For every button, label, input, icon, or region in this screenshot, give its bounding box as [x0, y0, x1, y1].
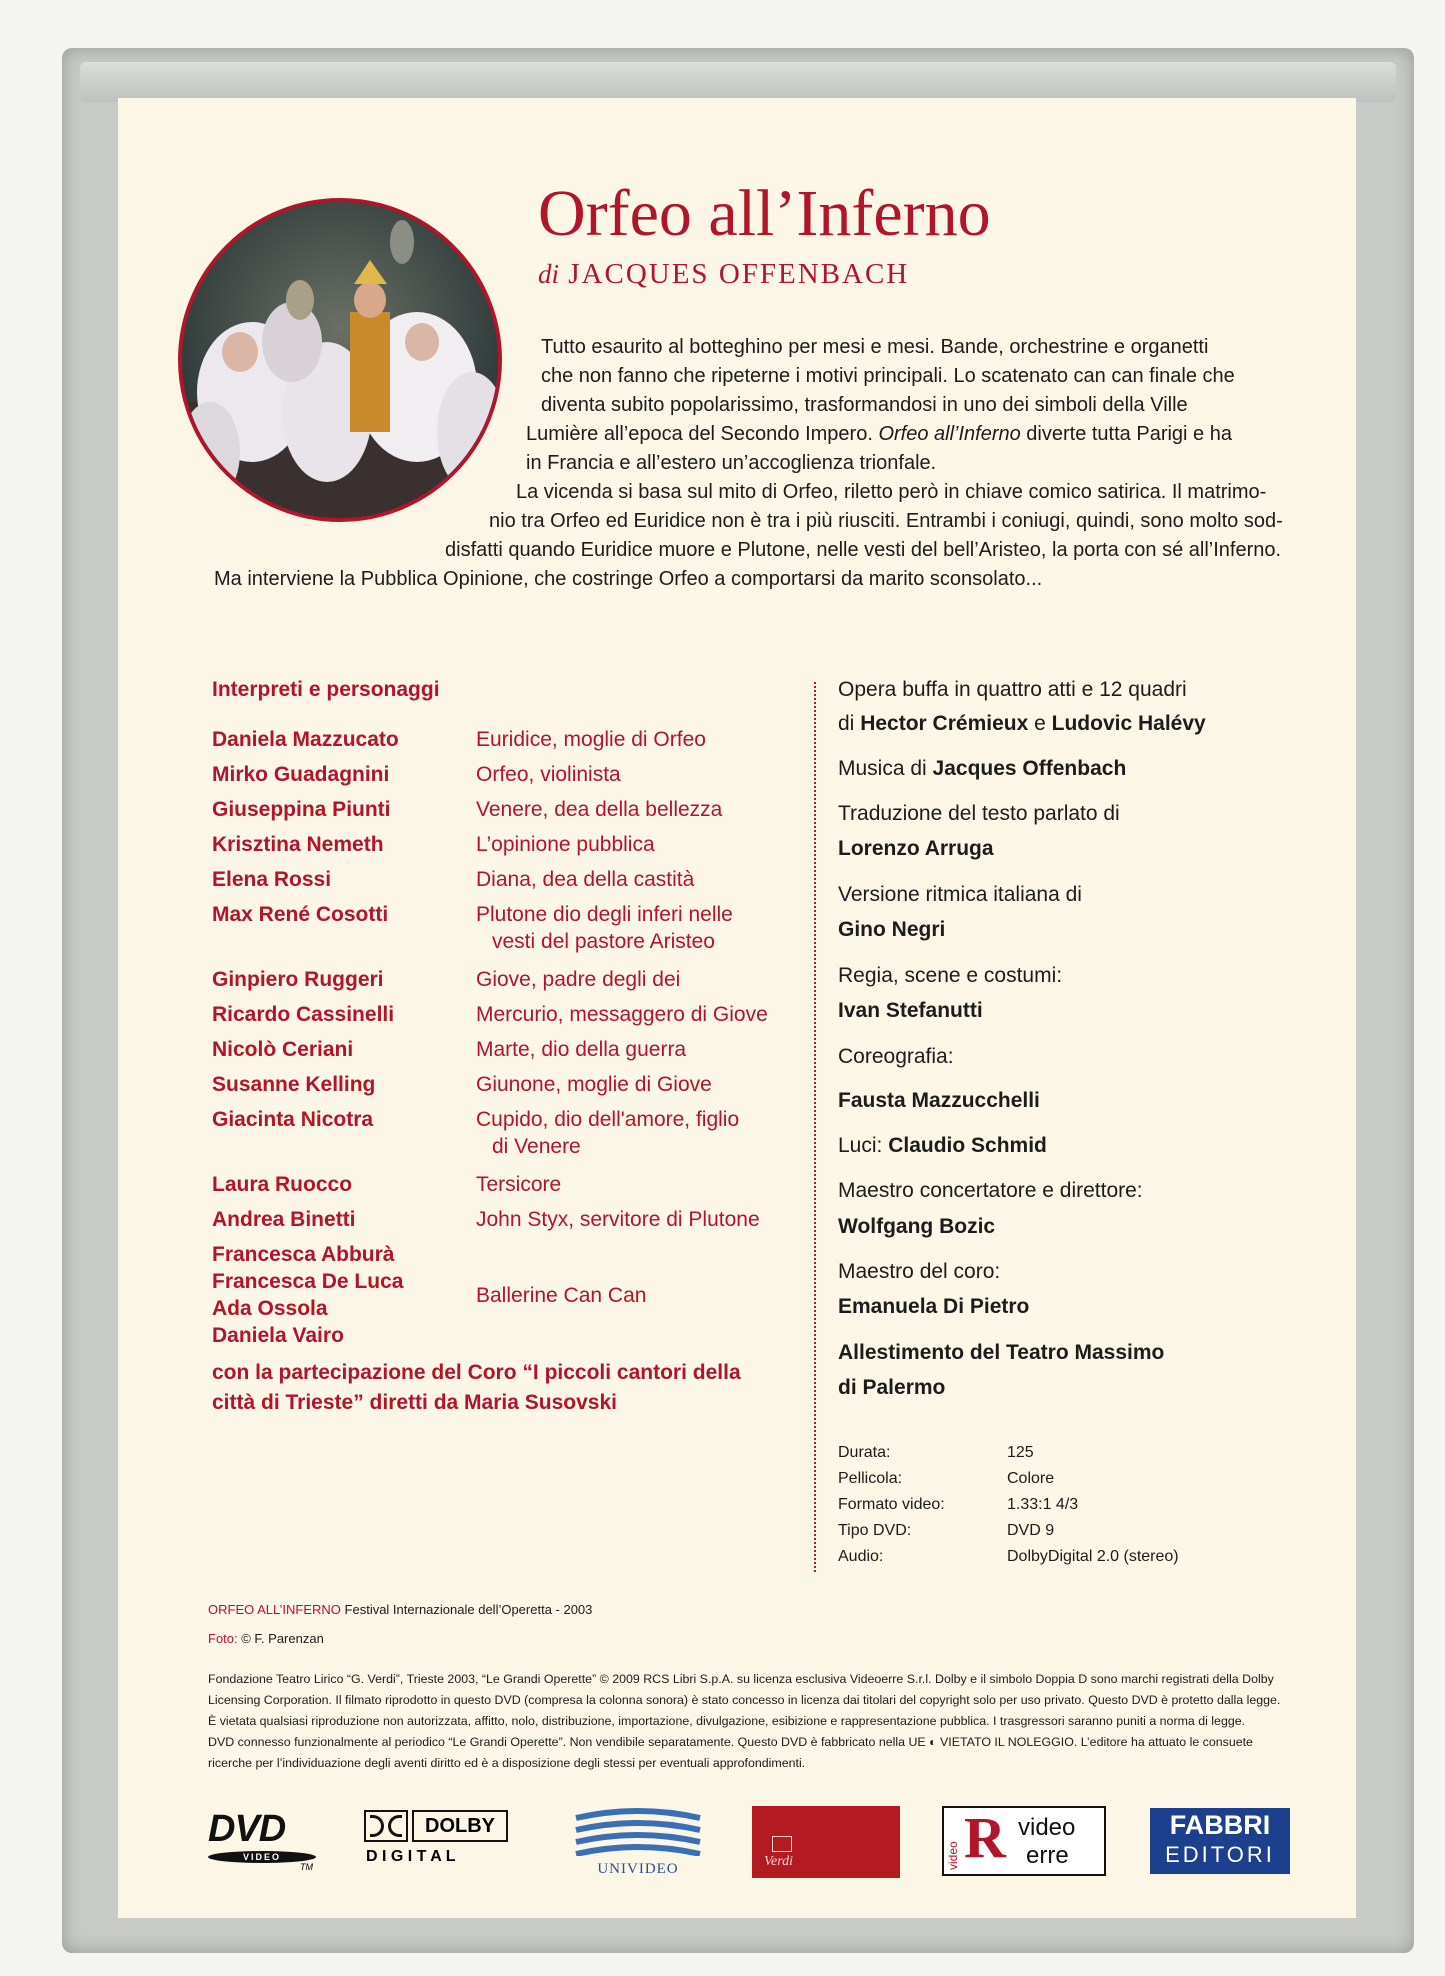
conductor-name [838, 1210, 995, 1244]
direction-name-text: Ivan Stefanutti [838, 999, 983, 1022]
direction-label: Regia, scene e costumi: [838, 964, 1063, 987]
univideo-waves-icon [572, 1806, 704, 1856]
synopsis-line-8: disfatti quando Euridice muore e Plutone, nelle vesti del bell’Aristeo, la porta con sé all’Inferno. [445, 539, 1282, 561]
dvd-logo-text: DVD [208, 1808, 286, 1850]
opera-title: Orfeo all’Inferno [538, 177, 991, 250]
cast-actor: Susanne Kelling [212, 1073, 376, 1096]
cast-role-continued: di Venere [492, 1135, 581, 1158]
cast-actor: Ricardo Cassinelli [212, 1003, 395, 1026]
cast-role: Orfeo, violinista [476, 763, 621, 786]
librettists [838, 707, 1206, 741]
column-divider [814, 682, 816, 1572]
synopsis-line-7: nio tra Orfeo ed Euridice non è tra i più riusciti. Entrambi i coniugi, quindi, sono molto sod- [489, 510, 1283, 532]
direction-name [838, 994, 983, 1028]
dolby-digital-text: D I G I T A L [366, 1848, 456, 1865]
music-name: Jacques Offenbach [932, 757, 1127, 780]
cast-role-continued: vesti del pastore Aristeo [492, 930, 715, 953]
cast-role: Giunone, moglie di Giove [476, 1073, 712, 1096]
dolby-digital-logo [364, 1810, 524, 1870]
synopsis-line-4 [526, 421, 1232, 447]
music-label: Musica di [838, 757, 927, 780]
dolby-text: DOLBY [412, 1810, 508, 1842]
spec-value: 1.33:1 4/3 [1007, 1496, 1079, 1513]
cast-actor: Giuseppina Piunti [212, 798, 391, 821]
stage-photo [178, 198, 502, 522]
spec-label: Durata: [838, 1444, 891, 1461]
dvd-logo-sub: VIDEO [208, 1851, 316, 1863]
cast-actor: Krisztina Nemeth [212, 833, 384, 856]
videoerre-top-text: video [1018, 1814, 1076, 1841]
synopsis-line-2: che non fanno che ripeterne i motivi principali. Lo scatenato can can finale che [541, 365, 1235, 387]
festival-title: ORFEO ALL’INFERNO [208, 1602, 341, 1617]
legal-line: ricerche per l’individuazione degli aventi diritto ed è a disposizione degli stessi per eventuali approfondimenti. [208, 1756, 806, 1770]
cast-role: Venere, dea della bellezza [476, 798, 723, 821]
cast-role: Mercurio, messaggero di Giove [476, 1003, 768, 1026]
cast-actor: Giacinta Nicotra [212, 1108, 374, 1131]
legal-line: È vietata qualsiasi riproduzione non autorizzata, affitto, nolo, distribuzione, importazione, divulgazione, esibizione e rappresentazione pubblica. I trasgressori saranno puniti a norma di legge. [208, 1714, 1246, 1728]
editori-text: EDITORI [1165, 1842, 1275, 1867]
choreo-name [838, 1084, 1040, 1118]
dvd-video-logo [208, 1808, 328, 1876]
cast-actor: Elena Rossi [212, 868, 332, 891]
cast-actor: Laura Ruocco [212, 1173, 353, 1196]
dolby-double-d-icon [364, 1810, 408, 1842]
choreo-label: Coreografia: [838, 1045, 954, 1068]
synopsis-line-6: La vicenda si basa sul mito di Orfeo, riletto però in chiave comico satirica. Il matrimo- [516, 481, 1267, 503]
legal-line: Licensing Corporation. Il filmato riprodotto in questo DVD (compresa la colonna sonora) è stato concesso in licenza dai titolari del copyright solo per uso privato. Questo DVD è protetto dalla legge. [208, 1693, 1281, 1707]
staging-line-2 [838, 1371, 945, 1405]
dancer-name: Francesca Abburà [212, 1243, 395, 1266]
dancer-name: Ada Ossola [212, 1297, 328, 1320]
spec-value: DolbyDigital 2.0 (stereo) [1007, 1548, 1179, 1565]
cast-role: Marte, dio della guerra [476, 1038, 687, 1061]
choir-name [838, 1290, 1029, 1324]
translation-name [838, 832, 994, 866]
staging-line-2-text: di Palermo [838, 1376, 946, 1399]
dancers-role: Ballerine Can Can [476, 1284, 647, 1307]
lights-credit [838, 1129, 1047, 1163]
synopsis-line-5: in Francia e all’estero un’accoglienza trionfale. [526, 452, 937, 474]
cast-actor: Max René Cosotti [212, 903, 389, 926]
staging-line-1 [838, 1336, 1164, 1370]
photo-credit [208, 1631, 324, 1646]
photo-label: Foto: [208, 1631, 238, 1646]
fabbri-editori-logo [1150, 1808, 1290, 1874]
librettist-2: Ludovic Halévy [1051, 712, 1206, 735]
teatro-verdi-logo [752, 1806, 900, 1878]
cast-role: Giove, padre degli dei [476, 968, 681, 991]
cast-actor: Ginpiero Ruggeri [212, 968, 384, 991]
subtitle-prefix: di [538, 259, 560, 289]
festival-credit [208, 1602, 592, 1617]
legal-line: Fondazione Teatro Lirico “G. Verdi”, Trieste 2003, “Le Grandi Operette” © 2009 RCS Libri S.p.A. su licenza esclusiva Videoerre S.r.l. Dolby e il simbolo Doppia D sono marchi registrati della Dolby [208, 1672, 1274, 1686]
spec-value: 125 [1007, 1444, 1034, 1461]
synopsis-line-9: Ma interviene la Pubblica Opinione, che costringe Orfeo a comportarsi da marito sconsolato... [214, 568, 1043, 590]
cast-role: John Styx, servitore di Plutone [476, 1208, 760, 1231]
rhythmic-label: Versione ritmica italiana di [838, 883, 1082, 906]
cast-actor: Mirko Guadagnini [212, 763, 390, 786]
fabbri-text: FABBRI [1169, 1810, 1271, 1840]
lights-label: Luci: [838, 1134, 883, 1157]
cast-actor: Andrea Binetti [212, 1208, 356, 1231]
spec-label: Audio: [838, 1548, 884, 1565]
cast-role: Diana, dea della castità [476, 868, 695, 891]
videoerre-bottom-text: erre [1026, 1842, 1069, 1869]
chorus-credit [212, 1358, 741, 1418]
spec-value: Colore [1007, 1470, 1055, 1487]
univideo-logo [572, 1806, 704, 1880]
dancer-name: Francesca De Luca [212, 1270, 404, 1293]
chorus-line-2: città di Trieste” diretti da Maria Susovski [212, 1391, 617, 1414]
composer-subtitle [538, 258, 909, 291]
spec-label: Pellicola: [838, 1470, 903, 1487]
translation-label: Traduzione del testo parlato di [838, 802, 1120, 825]
dvd-logo-tm: TM [300, 1862, 313, 1872]
cast-actor: Daniela Mazzucato [212, 728, 399, 751]
univideo-text: UNIVIDEO [597, 1861, 679, 1877]
cast-role: Cupido, dio dell'amore, figlio [476, 1108, 740, 1131]
synopsis-line-4-end: diverte tutta Parigi e ha [1020, 423, 1232, 445]
videoerre-side-text: video [946, 1841, 960, 1870]
rhythmic-name [838, 913, 945, 947]
cast-role: Plutone dio degli inferi nelle [476, 903, 733, 926]
translation-name-text: Lorenzo Arruga [838, 837, 994, 860]
verdi-text: Verdi [764, 1854, 794, 1869]
staging-line-1-text: Allestimento del Teatro Massimo [838, 1341, 1165, 1364]
photo-name: © F. Parenzan [237, 1631, 324, 1646]
synopsis-title-italic: Orfeo all’Inferno [878, 423, 1021, 445]
librettists-and: e [1034, 712, 1046, 735]
subtitle-composer: JACQUES OFFENBACH [568, 258, 910, 290]
dancer-name: Daniela Vairo [212, 1324, 344, 1347]
chorus-line-1: con la partecipazione del Coro “I piccoli cantori della [212, 1361, 741, 1384]
synopsis-line-1: Tutto esaurito al botteghino per mesi e mesi. Bande, orchestrine e organetti [541, 336, 1209, 358]
choreo-name-text: Fausta Mazzucchelli [838, 1089, 1040, 1112]
choir-label: Maestro del coro: [838, 1260, 1001, 1283]
lights-name: Claudio Schmid [888, 1134, 1047, 1157]
cast-role: Euridice, moglie di Orfeo [476, 728, 706, 751]
music-credit [838, 752, 1126, 786]
synopsis-line-3: diventa subito popolarissimo, trasformandosi in uno dei simboli della Ville [541, 394, 1188, 416]
videoerre-logo [942, 1806, 1106, 1876]
opera-description: Opera buffa in quattro atti e 12 quadri [838, 678, 1187, 701]
festival-rest: Festival Internazionale dell’Operetta - 2003 [340, 1602, 593, 1617]
cast-heading: Interpreti e personaggi [212, 678, 440, 701]
spec-label: Tipo DVD: [838, 1522, 912, 1539]
videoerre-r-icon: R [964, 1805, 1006, 1870]
conductor-name-text: Wolfgang Bozic [838, 1215, 996, 1238]
librettists-di: di [838, 712, 855, 735]
legal-line: DVD connesso funzionalmente al periodico “Le Grandi Operette”. Non vendibile separatamente. Questo DVD è fabbricato nella UE ◐ VIETATO IL NOLEGGIO. L’editore ha attuato le consuete [208, 1735, 1253, 1749]
cast-role: Tersicore [476, 1173, 562, 1196]
cast-role: L’opinione pubblica [476, 833, 655, 856]
rhythmic-name-text: Gino Negri [838, 918, 946, 941]
librettist-1: Hector Crémieux [860, 712, 1029, 735]
cast-actor: Nicolò Ceriani [212, 1038, 354, 1061]
theatre-icon [772, 1836, 792, 1852]
choir-name-text: Emanuela Di Pietro [838, 1295, 1030, 1318]
conductor-label: Maestro concertatore e direttore: [838, 1179, 1143, 1202]
spec-label: Formato video: [838, 1496, 945, 1513]
spec-value: DVD 9 [1007, 1522, 1055, 1539]
synopsis-line-4-start: Lumière all’epoca del Secondo Impero. [526, 423, 873, 445]
